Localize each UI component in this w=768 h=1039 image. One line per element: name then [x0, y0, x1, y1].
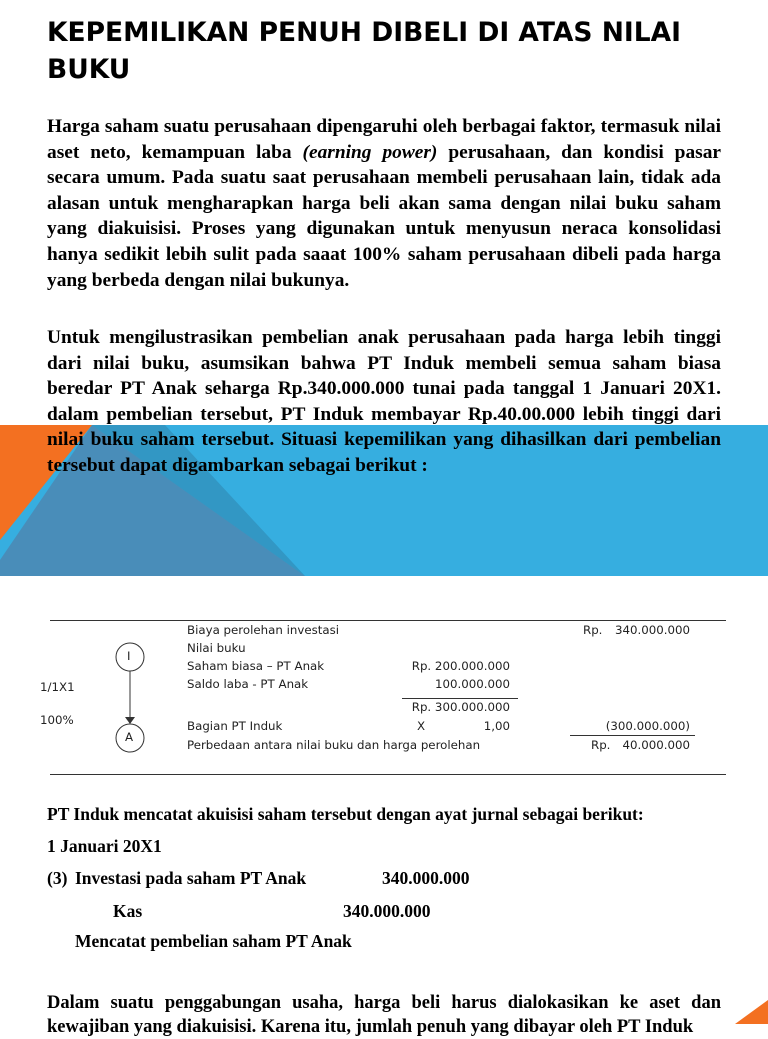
paragraph-illustration: Untuk mengilustrasikan pembelian anak perusahaan pada harga lebih tinggi dari nilai buku, asumsikan bahwa PT Induk membeli semua saham biasa beredar PT Anak seharga Rp.340.000.000 tunai pada tanggal 1 Januari 20X1. dalam pembelian tersebut, PT Induk membayar Rp.40.00.000 lebih tinggi dari nilai buku saham tersebut. Situasi kepemilikan yang dihasilkan dari pembelian tersebut dapat digambarkan sebagai berikut :	[47, 327, 721, 476]
bagian-label: Bagian PT Induk	[187, 719, 283, 733]
subtotal-value: Rp. 300.000.000	[411, 700, 510, 714]
paragraph-intro	[47, 114, 721, 293]
paragraph-allocation: Dalam suatu penggabungan usaha, harga beli harus dialokasikan ke aset dan kewajiban yang diakuisisi. Karena itu, jumlah penuh yang dibayar oleh PT Induk	[47, 993, 721, 1037]
perbedaan-value: 40.000.000	[622, 738, 690, 752]
journal-date: 1 Januari 20X1	[47, 836, 162, 856]
bagian-value: (300.000.000)	[605, 719, 690, 733]
journal-entry-no: (3)	[47, 868, 68, 888]
perbedaan-label: Perbedaan antara nilai buku dan harga perolehan	[187, 738, 481, 752]
biaya-rp: Rp.	[583, 623, 603, 637]
node-induk-label: I	[127, 649, 131, 663]
paragraph-intro-part1: Harga saham suatu perusahaan dipengaruhi oleh berbagai faktor, termasuk nilai aset neto, kemampuan laba	[47, 116, 721, 163]
journal-memo: Mencatat pembelian saham PT Anak	[75, 931, 352, 951]
journal-intro: PT Induk mencatat akuisisi saham tersebut dengan ayat jurnal sebagai berikut:	[47, 804, 644, 824]
saldo-label: Saldo laba - PT Anak	[187, 677, 309, 691]
saham-label: Saham biasa – PT Anak	[187, 659, 325, 673]
biaya-value: 340.000.000	[614, 623, 690, 637]
bagian-factor: 1,00	[483, 719, 510, 733]
ownership-figure	[40, 620, 726, 776]
saldo-value: 100.000.000	[434, 677, 510, 691]
earning-power-term: (earning power)	[302, 141, 438, 163]
biaya-label: Biaya perolehan investasi	[187, 623, 340, 637]
ownership-arrow-head	[125, 717, 135, 724]
bagian-x: X	[417, 719, 426, 733]
journal-credit-amount: 340.000.000	[343, 901, 431, 921]
journal-credit-account: Kas	[113, 901, 143, 921]
perbedaan-rp: Rp.	[591, 738, 611, 752]
figure-date: 1/1X1	[40, 680, 75, 694]
journal-debit-amount: 340.000.000	[382, 868, 470, 888]
nilai-buku-label: Nilai buku	[187, 641, 246, 655]
node-anak-label: A	[125, 730, 134, 744]
saham-value: Rp. 200.000.000	[411, 659, 510, 673]
slide-title: KEPEMILIKAN PENUH DIBELI DI ATAS NILAI BUKU	[47, 17, 682, 85]
figure-percent: 100%	[40, 713, 74, 727]
journal-debit-account: Investasi pada saham PT Anak	[75, 868, 307, 888]
paragraph-intro-part2: perusahaan, dan kondisi pasar secara umum. Pada suatu saat perusahaan membeli perusahaan lain, tidak ada alasan untuk mengharapkan harga beli akan sama dengan nilai buku saham yang diakuisisi. Proses yang digunakan untuk menyusun neraca konsolidasi hanya sedikit lebih sulit pada saaat 100% saham perusahaan dibeli pada harga yang berbeda dengan nilai bukunya.	[47, 141, 722, 291]
